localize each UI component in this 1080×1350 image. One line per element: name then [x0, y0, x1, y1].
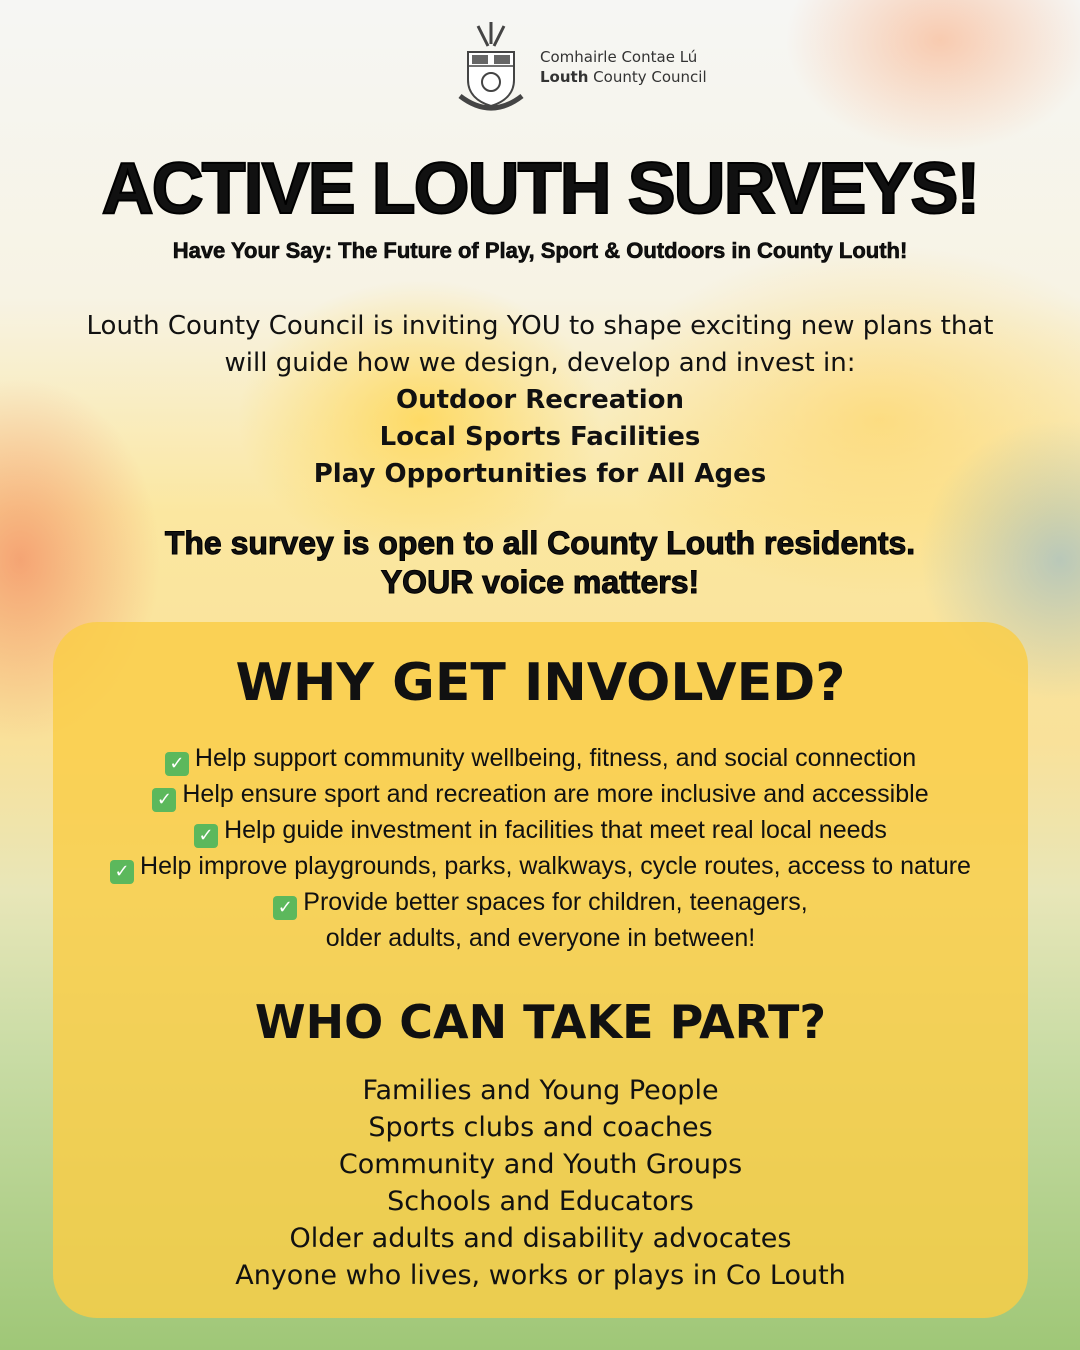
open-statement: [0, 524, 1080, 602]
area-item: Local Sports Facilities: [379, 422, 701, 452]
intro: [0, 308, 1080, 493]
intro-line: will guide how we design, develop and invest in:: [224, 348, 856, 378]
subtitle: Have Your Say: The Future of Play, Sport & Outdoors in County Louth!: [172, 238, 908, 263]
who-list: [53, 1072, 1028, 1294]
intro-line: Louth County Council is inviting YOU to shape exciting new plans that: [86, 311, 994, 341]
list-item: ✓ Help ensure sport and recreation are more inclusive and accessible: [53, 776, 1028, 812]
list-item-continuation: older adults, and everyone in between!: [325, 924, 756, 952]
crest-icon: [456, 20, 526, 114]
council-logo: [456, 20, 707, 114]
who-heading: WHO CAN TAKE PART?: [254, 995, 827, 1049]
list-item: Community and Youth Groups: [338, 1149, 743, 1180]
list-item: ✓ Help guide investment in facilities that meet real local needs: [53, 812, 1028, 848]
checkmark-icon: ✓: [110, 860, 134, 884]
checkmark-icon: ✓: [152, 788, 176, 812]
list-item: Anyone who lives, works or plays in Co Louth: [235, 1260, 846, 1291]
logo-line-irish: Comhairle Contae Lú: [540, 48, 698, 66]
list-item: Families and Young People: [362, 1075, 719, 1106]
page-title: ACTIVE LOUTH SURVEYS!: [101, 149, 979, 229]
list-item: ✓ Provide better spaces for children, teenagers,: [53, 884, 1028, 920]
why-heading: WHY GET INVOLVED?: [235, 653, 846, 713]
area-item: Play Opportunities for All Ages: [313, 459, 767, 489]
area-item: Outdoor Recreation: [395, 385, 685, 415]
logo-line-english: Louth County Council: [540, 68, 707, 86]
checkmark-icon: ✓: [273, 896, 297, 920]
checkmark-icon: ✓: [165, 752, 189, 776]
open-line: YOUR voice matters!: [380, 564, 700, 600]
why-list: [53, 740, 1028, 956]
list-item: ✓ Help improve playgrounds, parks, walkways, cycle routes, access to nature: [53, 848, 1028, 884]
checkmark-icon: ✓: [194, 824, 218, 848]
open-line: The survey is open to all County Louth residents.: [164, 525, 916, 561]
list-item: Older adults and disability advocates: [289, 1223, 792, 1254]
list-item: Sports clubs and coaches: [368, 1112, 713, 1143]
list-item: Schools and Educators: [387, 1186, 694, 1217]
info-card: [53, 622, 1028, 1318]
list-item: ✓ Help support community wellbeing, fitness, and social connection: [53, 740, 1028, 776]
